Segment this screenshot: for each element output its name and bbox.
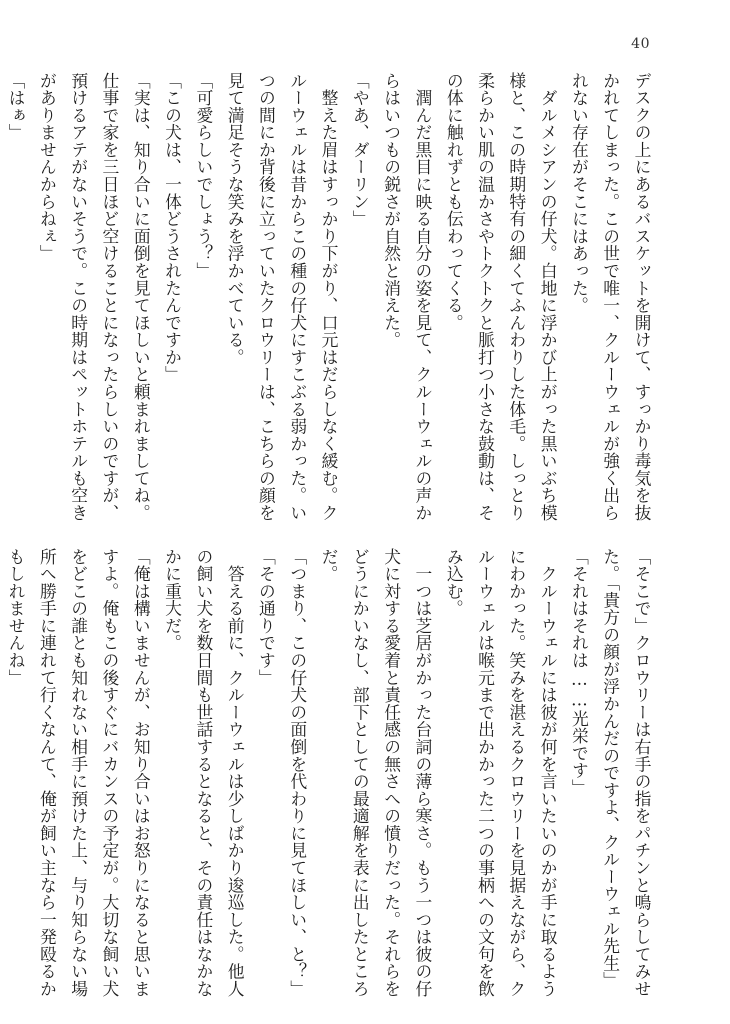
text-line: どうにかいなし、部下としての最適解を表に出したところ xyxy=(350,548,371,998)
text-line: 「はぁ」 xyxy=(6,72,27,142)
text-line: 「実は、知り合いに面倒を見てほしいと頼まれましてね。 xyxy=(131,72,152,522)
text-line: の飼い犬を数日間も世話するとなると、その責任はなかな xyxy=(193,548,214,998)
text-line: すよ。俺もこの後すぐにバカンスの予定が。大切な飼い犬 xyxy=(99,548,120,998)
text-line: 「つまり、この仔犬の面倒を代わりに見てほしい、と？」 xyxy=(287,548,308,998)
text-line: もしれませんね」 xyxy=(6,548,27,687)
text-line: にわかった。笑みを湛えるクロウリーを見据えながら、ク xyxy=(506,548,527,998)
text-line: み込む。 xyxy=(444,548,465,618)
text-block-top xyxy=(6,72,657,522)
text-block-bottom xyxy=(6,548,657,998)
text-line: 「可愛らしいでしょう？」 xyxy=(193,72,214,280)
text-line: 潤んだ黒目に映る自分の姿を見て、クルーウェルの声か xyxy=(412,72,433,522)
text-line: ダルメシアンの仔犬。白地に浮かび上がった黒いぶち模 xyxy=(538,72,559,522)
text-line: かに重大だ。 xyxy=(162,548,183,652)
text-line: た。「貴方の顔が浮かんだのですよ、クルーウェル先生」 xyxy=(600,548,621,990)
page-number: 40 xyxy=(631,36,650,52)
text-line: 「やあ、ダーリン」 xyxy=(350,72,371,228)
text-line: 「それはそれは……光栄です」 xyxy=(569,548,590,797)
text-line: ルーウェルは喉元まで出かかった二つの事柄への文句を飲 xyxy=(475,548,496,998)
text-line: 見て満足そうな笑みを浮かべている。 xyxy=(225,72,246,366)
text-line: の体に触れずとも伝わってくる。 xyxy=(444,72,465,332)
text-line: 預けるアテがないそうで。この時期はペットホテルも空き xyxy=(68,72,89,522)
text-line: 「その通りです」 xyxy=(256,548,277,687)
text-line: がありませんからねぇ」 xyxy=(37,72,58,263)
text-line: デスクの上にあるバスケットを開けて、すっかり毒気を抜 xyxy=(632,72,652,522)
text-line: だ。 xyxy=(319,548,340,583)
text-line: 「そこで」クロウリーは右手の指をパチンと鳴らしてみせ xyxy=(632,548,652,998)
text-line: 犬に対する愛着と責任感の無さへの憤りだった。それらを xyxy=(381,548,402,998)
text-line: 「この犬は、一体どうされたんですか」 xyxy=(162,72,183,384)
text-line: かれてしまった。この世で唯一、クルーウェルが強く出ら xyxy=(600,72,621,522)
text-line: クルーウェルには彼が何を言いたいのかが手に取るよう xyxy=(538,548,559,998)
text-line: 整えた眉はすっかり下がり、口元はだらしなく緩む。ク xyxy=(319,72,340,522)
text-line: つの間にか背後に立っていたクロウリーは、こちらの顔を xyxy=(256,72,277,522)
text-line: 一つは芝居がかった台詞の薄ら寒さ。もう一つは彼の仔 xyxy=(412,548,433,998)
text-line: らはいつもの鋭さが自然と消えた。 xyxy=(381,72,402,349)
text-line: 柔らかい肌の温かさやトクトクと脈打つ小さな鼓動は、そ xyxy=(475,72,496,522)
text-line: ルーウェルは昔からこの種の仔犬にすこぶる弱かった。い xyxy=(287,72,308,522)
text-line: 仕事で家を三日ほど空けることになったらしいのですが、 xyxy=(99,72,120,522)
text-line: 所へ勝手に連れて行くなんて、俺が飼い主なら一発殴るか xyxy=(37,548,58,998)
text-line: 「俺は構いませんが、お知り合いはお怒りになると思いま xyxy=(131,548,152,998)
text-line: 様と、この時期特有の細くてふんわりした体毛。しっとり xyxy=(506,72,527,522)
text-line: をどこの誰とも知れない相手に預けた上、与り知らない場 xyxy=(68,548,89,998)
text-line: れない存在がそこにはあった。 xyxy=(569,72,590,315)
text-line: 答える前に、クルーウェルは少しばかり逡巡した。他人 xyxy=(225,548,246,998)
